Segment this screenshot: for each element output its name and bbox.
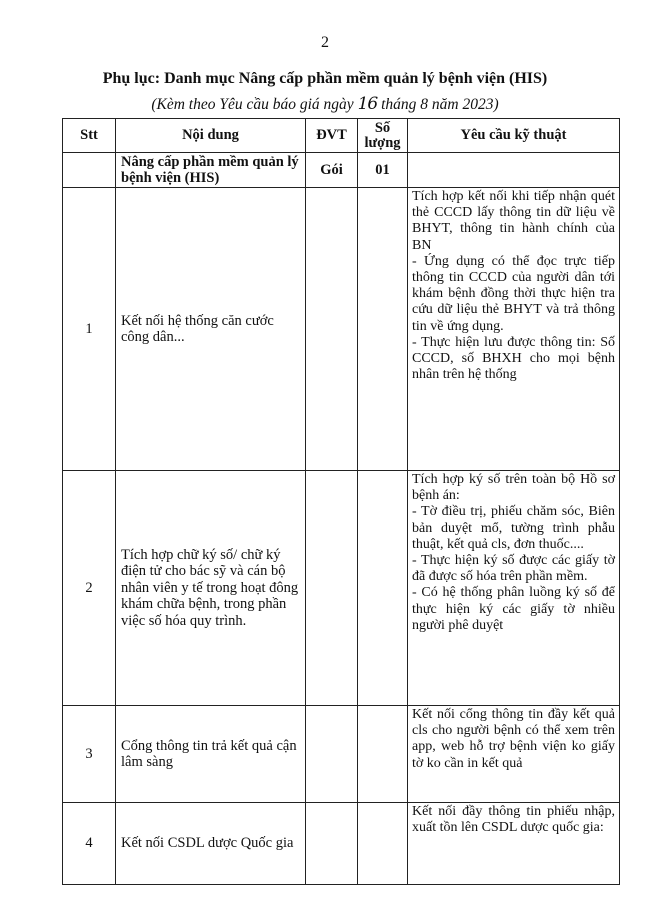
catalog-table bbox=[62, 118, 620, 885]
row-content: Tích hợp chữ ký số/ chữ ký điện tử cho bác sỹ và cán bộ nhân viên y tế trong hoạt đông khám chữa bệnh, trong phần việc số hóa quy trình. bbox=[116, 471, 306, 706]
table-row bbox=[63, 706, 620, 803]
package-content: Nâng cấp phần mềm quản lý bệnh viện (HIS) bbox=[116, 153, 306, 188]
row-requirement: Tích hợp ký số trên toàn bộ Hồ sơ bệnh án: - Tờ điều trị, phiếu chăm sóc, Biên bản duyệt mổ, tường trình phẫu thuật, kết quả cls, đơn thuốc.... - Thực hiện ký số được các giấy tờ đã được số hóa trên phần mềm. - Có hệ thống phân luồng ký số để thực hiện ký các giấy tờ nhiều người phê duyệt bbox=[408, 471, 620, 706]
subtitle-before: (Kèm theo Yêu cầu báo giá ngày bbox=[151, 96, 358, 113]
document-title: Phụ lục: Danh mục Nâng cấp phần mềm quản lý bệnh viện (HIS) bbox=[102, 70, 548, 87]
row-unit bbox=[306, 471, 358, 706]
row-unit bbox=[306, 706, 358, 803]
subtitle-after: tháng 8 năm 2023) bbox=[377, 96, 499, 113]
header-qty: Số lượng bbox=[358, 119, 408, 153]
package-qty: 01 bbox=[358, 153, 408, 188]
row-unit bbox=[306, 803, 358, 885]
row-stt: 2 bbox=[63, 471, 116, 706]
page-number: 2 bbox=[321, 34, 329, 51]
row-requirement: Kết nối cổng thông tin đầy kết quả cls cho người bệnh có thể xem trên app, web hỗ trợ bệnh viện ko giấy tờ ko cần in kết quả bbox=[408, 706, 620, 803]
package-unit: Gói bbox=[306, 153, 358, 188]
header-content: Nội dung bbox=[116, 119, 306, 153]
row-qty bbox=[358, 803, 408, 885]
row-stt: 3 bbox=[63, 706, 116, 803]
header-stt: Stt bbox=[63, 119, 116, 153]
package-requirement bbox=[408, 153, 620, 188]
row-content: Kết nối hệ thống căn cước công dân... bbox=[116, 188, 306, 471]
table-row bbox=[63, 471, 620, 706]
row-requirement: Tích hợp kết nối khi tiếp nhận quét thẻ CCCD lấy thông tin dữ liệu về BHYT, thông tin hành chính của BN - Ứng dụng có thể đọc trực tiếp thông tin CCCD của người dân tới khám bệnh đồng thời thực hiện tra cứu dữ liệu thẻ BHYT và trả thông tin về ứng dụng. - Thực hiện lưu được thông tin: Số CCCD, số BHXH cho mọi bệnh nhân trên hệ thống bbox=[408, 188, 620, 471]
row-qty bbox=[358, 188, 408, 471]
row-requirement: Kết nối đầy thông tin phiếu nhập, xuất tồn lên CSDL dược quốc gia: bbox=[408, 803, 620, 885]
table-row bbox=[63, 188, 620, 471]
row-content: Kết nối CSDL dược Quốc gia bbox=[116, 803, 306, 885]
table-row bbox=[63, 803, 620, 885]
package-stt bbox=[63, 153, 116, 188]
row-qty bbox=[358, 471, 408, 706]
document-subtitle bbox=[0, 94, 650, 114]
package-row bbox=[63, 153, 620, 188]
row-stt: 1 bbox=[63, 188, 116, 471]
handwritten-day: 16 bbox=[357, 94, 378, 114]
table-header-row bbox=[63, 119, 620, 153]
row-unit bbox=[306, 188, 358, 471]
header-requirement: Yêu cầu kỹ thuật bbox=[408, 119, 620, 153]
row-stt: 4 bbox=[63, 803, 116, 885]
row-qty bbox=[358, 706, 408, 803]
header-unit: ĐVT bbox=[306, 119, 358, 153]
row-content: Cổng thông tin trả kết quả cận lâm sàng bbox=[116, 706, 306, 803]
